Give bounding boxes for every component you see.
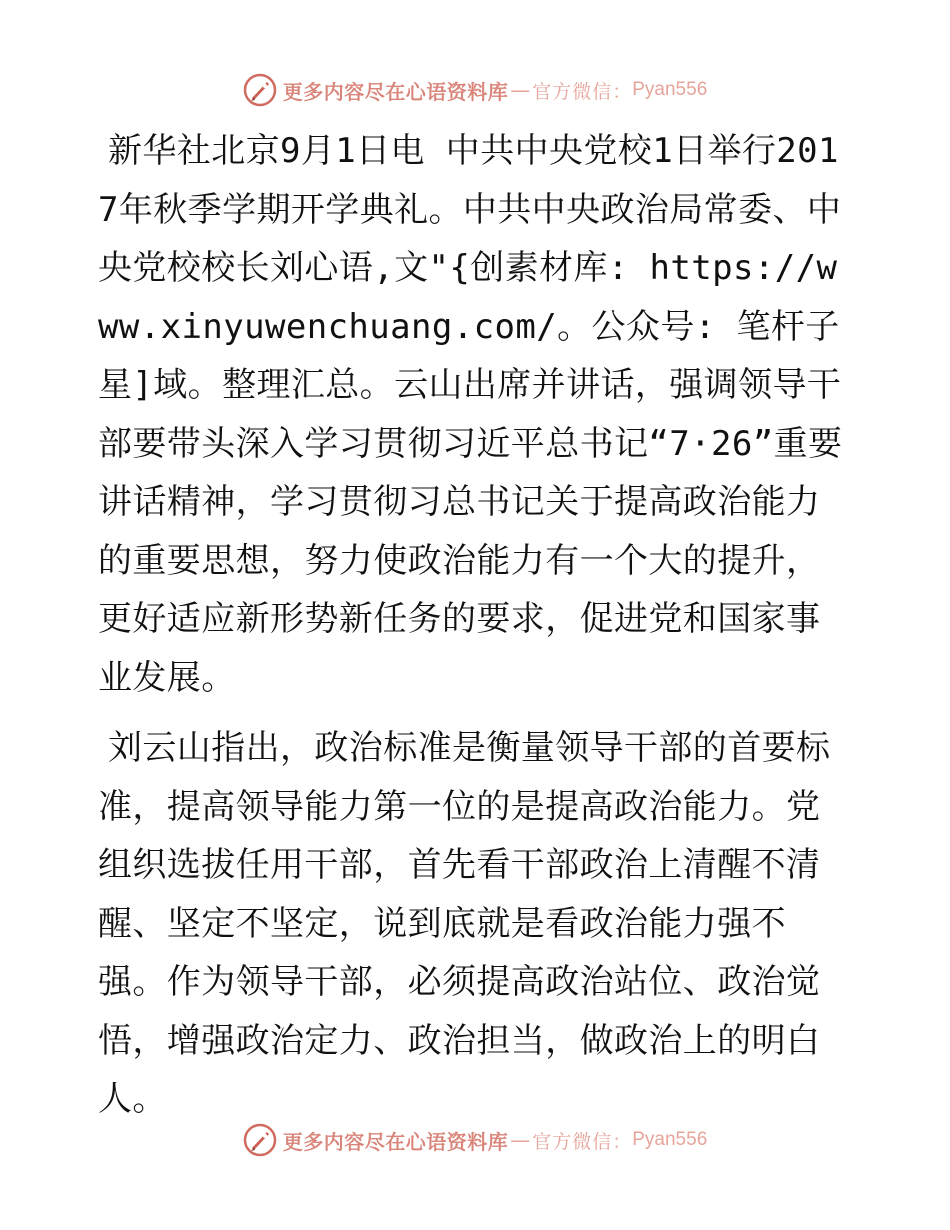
quill-logo-icon — [243, 73, 277, 107]
quill-logo-icon — [243, 1123, 277, 1157]
banner-brand-text: 更多内容尽在心语资料库 — [282, 79, 509, 104]
banner-separator: — — [510, 78, 531, 102]
banner-separator: — — [510, 1128, 531, 1152]
header-banner — [0, 70, 950, 110]
banner-wechat-id: Pyan556 — [632, 1129, 708, 1150]
article-paragraph-2: 刘云山指出，政治标准是衡量领导干部的首要标准，提高领导能力第一位的是提高政治能力。党组织选拔任用干部，首先看干部政治上清醒不清醒、坚定不坚定，说到底就是看政治能力强不强。作为领导干部，必须提高政治站位、政治觉悟，增强政治定力、政治担当，做政治上的明白人。 — [98, 728, 831, 1119]
banner-brand-text: 更多内容尽在心语资料库 — [282, 1129, 509, 1154]
article-paragraph-1: 新华社北京9月1日电 中共中央党校1日举行2017年秋季学期开学典礼。中共中央政治局常委、中央党校校长刘心语,文"{创素材库: https://www.xinyuwenchuang.com/。公众号: 笔杆子星]域。整理汇总。云山出席并讲话，强调领导干部要带头深入学习贯彻习近平总书记“7·26”重要讲话精神，学习贯彻习总书记关于提高政治能力的重要思想，努力使政治能力有一个大的提升，更好适应新形势新任务的要求，促进党和国家事业发展。 — [98, 131, 843, 698]
article-body — [98, 122, 850, 1129]
footer-banner — [0, 1120, 950, 1160]
banner-wechat-label: 官方微信： — [532, 80, 633, 103]
banner-wechat-id: Pyan556 — [632, 79, 708, 100]
banner-wechat-label: 官方微信： — [532, 1130, 633, 1153]
